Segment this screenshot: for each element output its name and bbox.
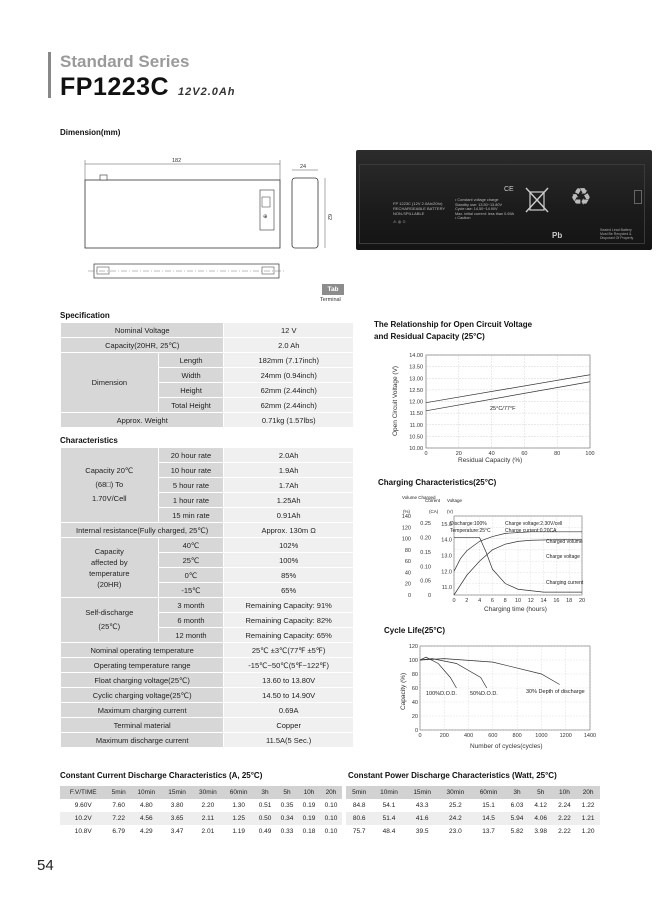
ocv-ytick: 13.00 xyxy=(409,376,423,383)
cyc-xtick: 1400 xyxy=(583,733,596,739)
cyc-ytick: 100 xyxy=(408,658,418,664)
series-title: Standard Series xyxy=(60,52,190,71)
table-cell: 4.06 xyxy=(529,812,553,825)
cyc-xtick: 600 xyxy=(488,733,498,739)
header-cell: 5h xyxy=(529,786,553,799)
header-cell: F.V/TIME xyxy=(60,786,106,799)
table-cell: 3.80 xyxy=(162,799,193,812)
weee-bin-icon xyxy=(524,186,550,214)
cycle-xlabel: Number of cycles(cycles) xyxy=(470,743,543,750)
chg-xtick: 20 xyxy=(578,598,586,604)
cyc-ytick: 40 xyxy=(411,700,418,706)
ocv-xtick: 0 xyxy=(424,451,428,457)
ocv-xtick: 80 xyxy=(554,451,561,457)
model-title: FP1223C xyxy=(60,73,170,101)
chg-xtick: 2 xyxy=(465,598,469,604)
table-cell: 10.2V xyxy=(60,812,106,825)
chg-xtick: 18 xyxy=(566,598,573,604)
chg-xtick: 16 xyxy=(553,598,560,604)
charging-chart xyxy=(396,494,596,616)
header-cell: 20h xyxy=(576,786,600,799)
table-cell: 84.8 xyxy=(346,799,372,812)
chg-xtick: 10 xyxy=(514,598,522,604)
chg-volume-tick: 60 xyxy=(404,559,411,566)
table-cell: 3.98 xyxy=(529,825,553,838)
header-cell: 5min xyxy=(106,786,130,799)
table-cell: 24.2 xyxy=(439,812,472,825)
chg-volume-tick: 120 xyxy=(401,525,411,532)
table-row xyxy=(346,825,600,838)
table-row xyxy=(60,812,342,825)
table-row xyxy=(60,825,342,838)
svg-text:Discharge:100%: Discharge:100% xyxy=(450,521,487,527)
terminal-tab xyxy=(634,190,642,204)
chg-volume-tick: 100 xyxy=(401,536,411,543)
dim-height-label: 62 xyxy=(326,214,332,221)
table-cell: 48.4 xyxy=(372,825,405,838)
chg-current-tick: 0.25 xyxy=(420,521,431,528)
table-cell: 2.01 xyxy=(192,825,223,838)
table-cell: 2.20 xyxy=(192,799,223,812)
table-cell: 4.29 xyxy=(131,825,162,838)
legend-charging-current: Charging current xyxy=(546,580,584,586)
cp-table-title: Constant Power Discharge Characteristics (Watt, 25°C) xyxy=(348,771,557,780)
header-cell: 30min xyxy=(192,786,223,799)
header-cell: 10min xyxy=(131,786,162,799)
table-cell: 1.30 xyxy=(223,799,254,812)
header-cell: 60min xyxy=(223,786,254,799)
ocv-ytick: 14.00 xyxy=(409,353,423,359)
cyc-ytick: 60 xyxy=(411,686,418,692)
ocv-ytick: 11.00 xyxy=(409,422,423,429)
table-cell: 9.60V xyxy=(60,799,106,812)
header-cell: 15min xyxy=(406,786,439,799)
chg-current-tick: 0.15 xyxy=(420,549,431,556)
chg-xtick: 4 xyxy=(478,598,482,604)
table-cell: 25.2 xyxy=(439,799,472,812)
table-cell: 0.19 xyxy=(298,799,320,812)
header-cell: 3h xyxy=(505,786,529,799)
ocv-chart xyxy=(380,348,600,466)
cyc-xtick: 800 xyxy=(512,733,522,739)
ocv-annotation: 25°C/77°F xyxy=(490,406,516,412)
table-cell: 3.65 xyxy=(162,812,193,825)
table-cell: 1.19 xyxy=(223,825,254,838)
cycle-ylabel: Capacity (%) xyxy=(400,672,407,710)
table-cell: 2.22 xyxy=(553,825,577,838)
dimension-title: Dimension(mm) xyxy=(60,128,121,137)
chg-current-tick: 0 xyxy=(427,593,431,599)
specification-title: Specification xyxy=(60,311,110,320)
table-cell: 54.1 xyxy=(372,799,405,812)
header-cell: 60min xyxy=(472,786,505,799)
svg-text:Charge current:0.20CA: Charge current:0.20CA xyxy=(505,528,557,534)
ce-mark: CE xyxy=(504,186,514,193)
table-cell: 5.82 xyxy=(505,825,529,838)
table-cell: 13.7 xyxy=(472,825,505,838)
ocv-chart-title: The Relationship for Open Circuit Voltage and Residual Capacity (25°C) xyxy=(374,320,533,341)
table-cell: 41.6 xyxy=(406,812,439,825)
cyc-xtick: 400 xyxy=(463,733,474,739)
table-cell: 75.7 xyxy=(346,825,372,838)
chg-current-tick: 0.10 xyxy=(420,564,431,571)
cc-table-title: Constant Current Discharge Characteristics (A, 25°C) xyxy=(60,771,263,780)
header-cell: 10h xyxy=(298,786,320,799)
table-cell: 0.10 xyxy=(320,799,342,812)
chg-voltage-tick: 13.0 xyxy=(441,553,452,560)
table-cell: 80.6 xyxy=(346,812,372,825)
table-cell: 1.25 xyxy=(223,812,254,825)
table-cell: 3.47 xyxy=(162,825,193,838)
page-number: 54 xyxy=(37,857,54,874)
header-cell: 30min xyxy=(439,786,472,799)
table-cell: 6.79 xyxy=(106,825,130,838)
header-cell: 20h xyxy=(320,786,342,799)
svg-text:Volume Charged: Volume Charged xyxy=(402,495,436,500)
cyc-xtick: 200 xyxy=(439,733,449,739)
table-cell: 14.5 xyxy=(472,812,505,825)
svg-text:(CA): (CA) xyxy=(429,509,439,514)
legend-charged-volume: Charged volume xyxy=(546,539,583,545)
cycle-chart-title: Cycle Life(25°C) xyxy=(384,626,445,635)
terminal-label: Terminal xyxy=(320,297,341,303)
ocv-ytick: 12.50 xyxy=(409,387,423,394)
table-row xyxy=(346,812,600,825)
chg-current-tick: 0.05 xyxy=(420,578,431,585)
table-cell: 0.19 xyxy=(298,812,320,825)
pb-mark: Pb xyxy=(552,231,563,240)
chg-voltage-tick: 15.0 xyxy=(441,521,452,528)
table-cell: 4.56 xyxy=(131,812,162,825)
cyc-ytick: 120 xyxy=(408,644,418,650)
table-cell: 7.22 xyxy=(106,812,130,825)
table-cell: 1.21 xyxy=(576,812,600,825)
chg-volume-tick: 20 xyxy=(404,581,411,588)
chg-xtick: 6 xyxy=(490,598,494,604)
ocv-xtick: 20 xyxy=(455,451,462,457)
table-cell: 7.60 xyxy=(106,799,130,812)
table-cell: 6.03 xyxy=(505,799,529,812)
chg-volume-tick: 40 xyxy=(404,570,411,577)
table-cell: 5.94 xyxy=(505,812,529,825)
model-rating: 12V2.0Ah xyxy=(178,86,236,98)
cycle-legend-30: 30% Depth of discharge xyxy=(526,689,585,695)
table-cell: 10.8V xyxy=(60,825,106,838)
cyc-xtick: 0 xyxy=(418,733,422,739)
chg-volume-tick: 140 xyxy=(401,514,411,520)
chg-volume-tick: 80 xyxy=(404,547,411,554)
charging-xlabel: Charging time (hours) xyxy=(484,606,547,613)
svg-text:(V): (V) xyxy=(447,509,453,514)
svg-text:(%): (%) xyxy=(403,509,410,514)
tab-badge: Tab xyxy=(322,284,344,295)
table-cell: 51.4 xyxy=(372,812,405,825)
svg-text:Charge voltage:2.30V/cell: Charge voltage:2.30V/cell xyxy=(505,521,563,527)
chg-current-tick: 0.20 xyxy=(420,535,431,542)
chg-voltage-tick: 14.0 xyxy=(441,537,452,544)
header-cell: 5h xyxy=(276,786,298,799)
header-cell: 10min xyxy=(372,786,405,799)
ocv-ytick: 10.00 xyxy=(409,446,423,452)
header-cell: 10h xyxy=(553,786,577,799)
svg-text:Current: Current xyxy=(425,498,441,503)
header-accent-bar xyxy=(48,52,51,98)
table-cell: 2.22 xyxy=(553,812,577,825)
ocv-ytick: 11.50 xyxy=(409,411,423,418)
header-cell: 5min xyxy=(346,786,372,799)
table-cell: 43.3 xyxy=(406,799,439,812)
svg-text:Temperature:25°C: Temperature:25°C xyxy=(450,528,491,534)
constant-power-table xyxy=(346,786,600,838)
ocv-xlabel: Residual Capacity (%) xyxy=(458,457,523,464)
table-cell: 23.0 xyxy=(439,825,472,838)
chg-voltage-tick: 12.0 xyxy=(441,569,452,576)
cyc-ytick: 20 xyxy=(411,714,418,720)
chg-xtick: 12 xyxy=(527,598,534,604)
table-cell: 1.22 xyxy=(576,799,600,812)
dim-width-label: 24 xyxy=(300,164,307,170)
legend-charge-voltage: Charge voltage xyxy=(546,554,580,560)
cycle-legend-100: 100%D.O.D. xyxy=(426,691,457,697)
chg-xtick: 0 xyxy=(452,598,456,604)
table-cell: 2.11 xyxy=(192,812,223,825)
ocv-xtick: 60 xyxy=(521,451,528,457)
battery-photo: FP 1223C (12V 2.0Ah/20hr) RECHARGEABLE BATTERY NON-SPILLABLE ⚠ ◎ ♲ • Constant voltage charge Standby use: 13.50~13.80V Cycle use: 14.50~14.90V Max. initial current: less than 0.69A • Caution CE ♻ Pb Sealed Lead Battery Must Be Recycled & Disposed Of Properly xyxy=(356,150,652,250)
chg-xtick: 14 xyxy=(540,598,547,604)
table-cell: 1.20 xyxy=(576,825,600,838)
header-cell: 3h xyxy=(254,786,276,799)
svg-text:Voltage: Voltage xyxy=(447,498,463,503)
table-cell: 0.10 xyxy=(320,812,342,825)
table-cell: 39.5 xyxy=(406,825,439,838)
chg-volume-tick: 0 xyxy=(407,593,411,599)
table-cell: 0.34 xyxy=(276,812,298,825)
cyc-xtick: 1000 xyxy=(535,733,548,739)
cycle-legend-50: 50%D.O.D. xyxy=(470,691,498,697)
table-cell: 0.18 xyxy=(298,825,320,838)
ocv-xtick: 100 xyxy=(585,451,595,457)
chg-xtick: 8 xyxy=(503,598,507,604)
table-cell: 0.51 xyxy=(254,799,276,812)
specification-table: Nominal Voltage 12 V Capacity(20HR, 25℃) 2.0 Ah Dimension Length 182mm (7.17inch) Width 24mm (0.94inch) Height 62mm (2.44inch) Total Height 62mm (2.44inch) Approx. Weight 0.71kg (1.57lbs) xyxy=(60,322,354,428)
table-cell: 0.50 xyxy=(254,812,276,825)
table-row xyxy=(60,799,342,812)
table-cell: 4.12 xyxy=(529,799,553,812)
cyc-ytick: 0 xyxy=(414,728,418,734)
constant-current-table xyxy=(60,786,342,838)
battery-model-text: FP 1223C (12V 2.0Ah/20hr) xyxy=(393,201,443,206)
characteristics-table: Capacity 20℃ (68□) To 1.70V/Cell 20 hour rate 2.0Ah 10 hour rate 1.9Ah 5 hour rate 1.7Ah 1 hour rate 1.25Ah 15 min rate 0.91Ah Internal resistance(Fully charged, 25℃) Approx. 130m Ω Capacity affected by temperature (20HR) 40℃ 102% 25℃ 100% 0℃ 85% -15℃ 65% Self-discharge (25℃) 3 month Remaining Capacity: 91% 6 month Remaining Capacity: 82% 12 month Remaining Capacity: 65% Nominal operating temperature 25℃ ±3℃(77℉ ±5℉) Operating temperature range -15℃~50℃(5℉~122℉) Float charging voltage(25℃) 13.60 to 13.80V Cyclic charging voltage(25℃) 14.50 to 14.90V Maximum charging current 0.69A Terminal material Copper Maximum discharge current 11.5A(5 Sec.) xyxy=(60,447,354,748)
dimension-drawing xyxy=(80,152,350,304)
cycle-chart xyxy=(396,640,596,752)
characteristics-title: Characteristics xyxy=(60,436,118,445)
header-cell: 15min xyxy=(162,786,193,799)
table-cell: 0.35 xyxy=(276,799,298,812)
dim-length-label: 182 xyxy=(172,158,182,164)
table-cell: 0.10 xyxy=(320,825,342,838)
ocv-ytick: 12.00 xyxy=(409,399,423,406)
table-cell: 15.1 xyxy=(472,799,505,812)
cyc-ytick: 80 xyxy=(411,672,418,678)
svg-text:⊕: ⊕ xyxy=(263,214,268,220)
ocv-xtick: 40 xyxy=(488,451,495,457)
chg-voltage-tick: 11.0 xyxy=(441,585,452,592)
ocv-ylabel: Open Circuit Voltage (V) xyxy=(392,365,399,436)
table-cell: 0.49 xyxy=(254,825,276,838)
table-cell: 2.24 xyxy=(553,799,577,812)
table-cell: 4.80 xyxy=(131,799,162,812)
cyc-xtick: 1200 xyxy=(559,733,572,739)
recycle-icon: ♻ xyxy=(570,184,592,211)
ocv-ytick: 13.50 xyxy=(409,364,423,371)
table-row xyxy=(346,799,600,812)
table-cell: 0.33 xyxy=(276,825,298,838)
charging-chart-title: Charging Characteristics(25°C) xyxy=(378,478,497,487)
ocv-ytick: 10.50 xyxy=(409,434,423,441)
